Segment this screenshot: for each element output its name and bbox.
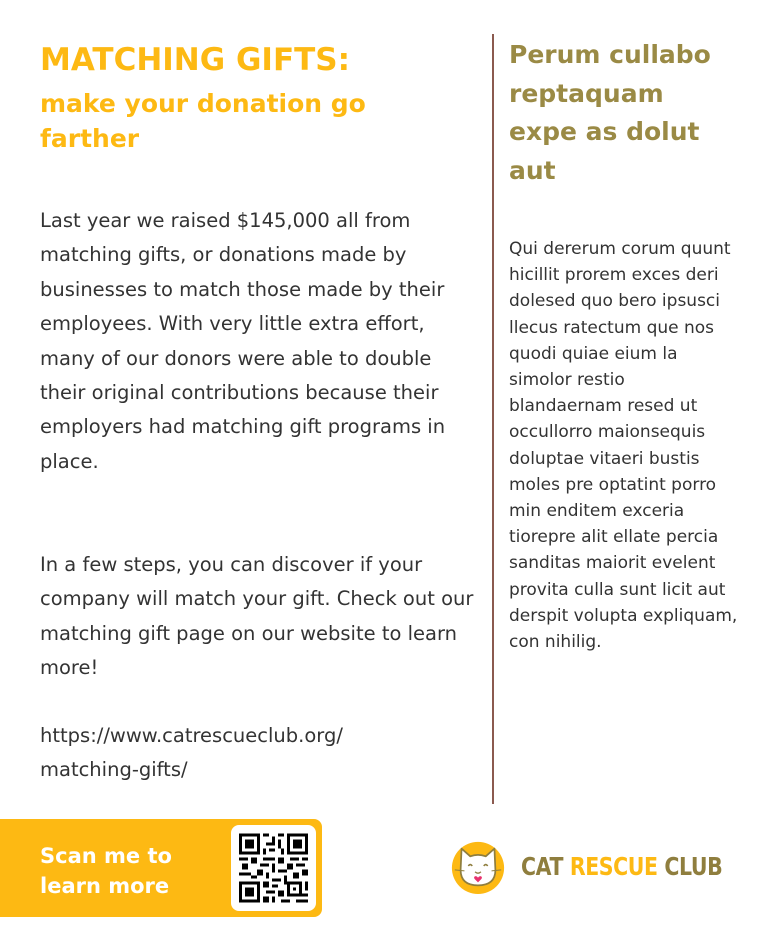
steps-paragraph: In a few steps, you can discover if your company will match your gift. Check out our matching gift page on our website to learn more! bbox=[40, 553, 474, 680]
cat-rescue-club-logo bbox=[449, 836, 767, 896]
logo-wordmark bbox=[521, 852, 722, 881]
qr-code-icon bbox=[239, 833, 308, 903]
scan-cta-text bbox=[40, 841, 172, 901]
page-subtitle: make your donation go farther bbox=[40, 89, 366, 153]
scan-line-2: learn more bbox=[40, 874, 170, 898]
matching-gifts-link[interactable]: https://www.catrescueclub.org/ matching-gifts/ bbox=[40, 724, 343, 782]
logo-word-rescue: RESCUE bbox=[569, 851, 658, 881]
scan-cta-box bbox=[0, 819, 322, 917]
logo-word-cat: CAT bbox=[521, 851, 564, 881]
sidebar-body: Qui dererum corum quunt hicillit prorem exces deri dolesed quo bero ipsusci llecus ratectum que nos quodi quiae eium la simolor restio blandaernam resed ut occullorro maionsequis doluptae vitaeri bustis moles pre optatint porro min enditem exceria tiorepre alit ellate percia sanditas maiorit evelent provita culla sunt licit aut derspit volupta expliquam, con nihilig. bbox=[509, 239, 738, 653]
column-divider bbox=[492, 34, 494, 804]
cat-face-icon bbox=[449, 837, 507, 895]
qr-code[interactable] bbox=[231, 825, 316, 911]
logo-word-club: CLUB bbox=[664, 851, 723, 881]
page-title: MATCHING GIFTS: bbox=[40, 42, 351, 78]
scan-line-1: Scan me to bbox=[40, 844, 172, 868]
sidebar-heading: Perum cullabo reptaquam expe as dolut aut bbox=[509, 40, 711, 185]
intro-paragraph: Last year we raised $145,000 all from matching gifts, or donations made by businesses to match those made by their employees. With very little extra effort, many of our donors were able to double their original contributions because their employers had matching gift programs in place. bbox=[40, 209, 446, 473]
